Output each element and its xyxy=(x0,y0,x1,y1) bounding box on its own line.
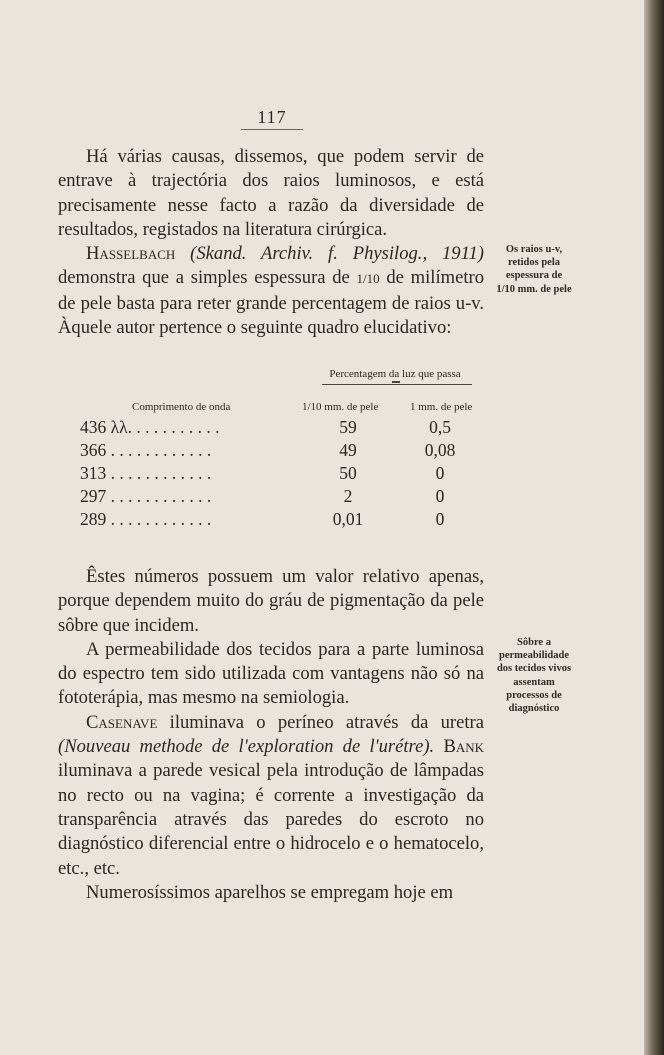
cell-1mm: 0 xyxy=(435,463,445,483)
cell-1mm: 0,08 xyxy=(424,440,456,460)
margin-note-uv: Os raios u-v, retidos pela espessura de 1/10 mm. de pele xyxy=(496,244,572,295)
author-casenave: Casenave xyxy=(86,711,158,733)
table-row xyxy=(80,462,490,484)
cell-1mm: 0,5 xyxy=(429,417,451,437)
table-row xyxy=(80,508,490,530)
citation-skand: (Skand. Archiv. f. Physilog., 1911) xyxy=(190,243,484,265)
cell-tenth-mm: 0,01 xyxy=(332,509,364,529)
fraction: 1/10 xyxy=(356,271,380,287)
row-label: 297 . . . . . . . . . . . . xyxy=(80,486,212,506)
table-row xyxy=(80,439,490,461)
text-block-top xyxy=(58,145,484,340)
row-label: 436 λλ. . . . . . . . . . . xyxy=(80,417,220,437)
row-label: 313 . . . . . . . . . . . . xyxy=(80,463,212,483)
paragraph-4: A permeabilidade dos tecidos para a parte luminosa do espectro tem sido utilizada com vantagens não só na fototerápia, mas mesmo na semiologia. xyxy=(58,638,484,709)
paragraph-6: Numerosíssimos aparelhos se empregam hoje em xyxy=(86,881,454,903)
row-label: 289 . . . . . . . . . . . . xyxy=(80,509,212,529)
column-header-tenth-mm: 1/10 mm. de pele xyxy=(302,401,379,413)
paragraph-2-text-a: demonstra que a simples espessura de xyxy=(58,267,357,289)
paragraph-1: Há várias causas, dissemos, que podem servir de entrave à trajectória dos raios luminosos, e está precisamente nesse facto a razão da diversidade de resultados, registados na literatura cirúrgica. xyxy=(58,146,484,240)
author-bank: Bank xyxy=(443,736,485,758)
cell-tenth-mm: 59 xyxy=(339,417,357,437)
paragraph-5-text-b: iluminava a parede vesical pela introdução de lâmpadas no recto ou na vagina; é corrente a investigação da transparência através das paredes do escroto no diagnóstico diferencial entre o hidrocelo e o hematocelo, etc., etc. xyxy=(58,760,484,879)
paragraph-3: Êstes números possuem um valor relativo apenas, porque dependem muito do gráu de pigmentação da pele sôbre que incidem. xyxy=(58,566,484,636)
column-header-wavelength: Comprimento de onda xyxy=(132,401,231,413)
paragraph-5-text-a: iluminava o períneo através da uretra xyxy=(157,711,484,733)
table-row xyxy=(80,416,490,438)
cell-tenth-mm: 50 xyxy=(339,463,357,483)
cell-tenth-mm: 49 xyxy=(339,440,357,460)
table-brace xyxy=(322,384,472,391)
citation-nouveau: (Nouveau methode de l'exploration de l'urétre). xyxy=(58,736,435,758)
data-table xyxy=(80,368,490,528)
paragraph-2 xyxy=(58,242,484,340)
text-block-bottom xyxy=(58,565,484,905)
table-row xyxy=(80,485,490,507)
book-spine xyxy=(644,0,664,1055)
column-header-1mm: 1 mm. de pele xyxy=(410,401,473,413)
row-label: 366 . . . . . . . . . . . . xyxy=(80,440,212,460)
table-group-header: Percentagem da luz que passa xyxy=(329,368,461,380)
margin-note-permeability: Sôbre a permeabilidade dos tecidos vivos assentam processos de diagnóstico xyxy=(496,637,572,715)
paragraph-2-text-b: de milímetro de pele basta para reter grande percentagem de raios u-v. Àquele autor pertence o seguinte quadro elucidativo: xyxy=(58,267,484,339)
page-number: 117 xyxy=(241,106,303,130)
cell-1mm: 0 xyxy=(435,509,445,529)
cell-1mm: 0 xyxy=(435,486,445,506)
author-hasselbach: Hasselbach xyxy=(86,243,176,265)
paragraph-5 xyxy=(58,711,484,881)
cell-tenth-mm: 2 xyxy=(343,486,353,506)
